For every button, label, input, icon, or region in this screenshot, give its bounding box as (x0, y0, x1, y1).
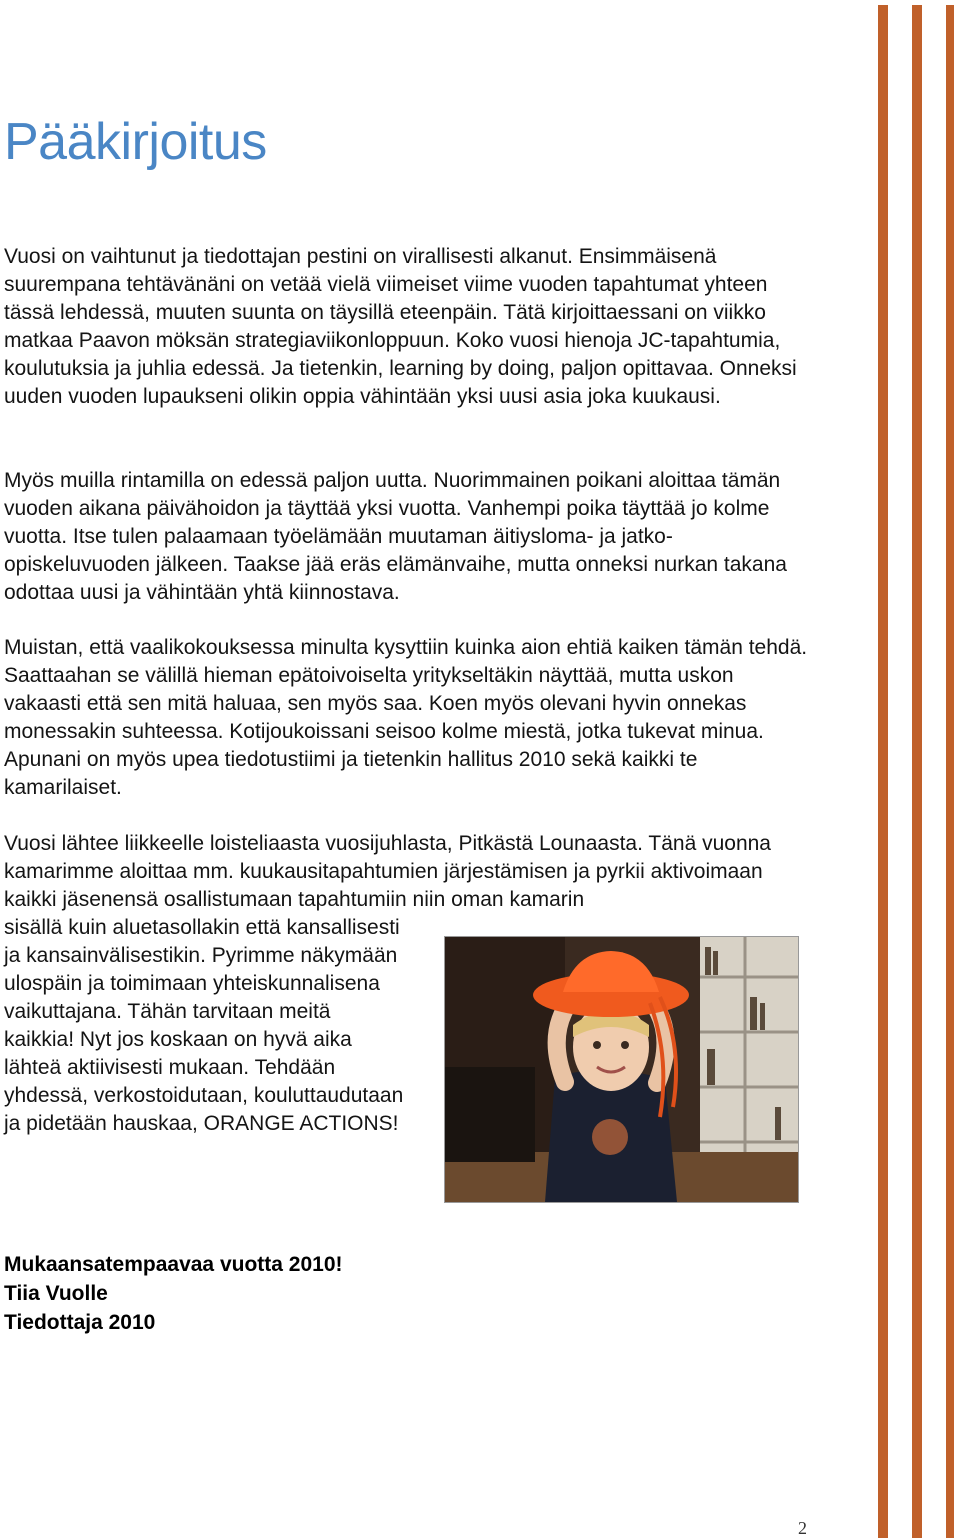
decorative-stripe (946, 5, 954, 1538)
paragraph: Muistan, että vaalikokouksessa minulta kysyttiin kuinka aion ehtiä kaiken tämän tehdä. Saattaahan se välillä hieman epätoivoiselta yritykseltäkin näyttää, mutta uskon vakaasti että sen mitä haluaa, sen myös saa. Koen myös olevani hyvin onnekas monessakin suhteessa. Kotijoukoissani seisoo kolme miestä, jotka tukevat minua. Apunani on myös upea tiedotustiimi ja tietenkin hallitus 2010 sekä kaikki te kamarilaiset. (4, 636, 808, 799)
child-with-orange-hat-photo (444, 936, 799, 1203)
paragraph: Myös muilla rintamilla on edessä paljon uutta. Nuorimmainen poikani aloittaa tämän vuoden aikana päivähoidon ja täyttää yksi vuotta. Vanhempi poika täyttää jo kolme vuotta. Itse tulen palaamaan työelämään muutaman äitiysloma- ja jatko-opiskeluvuoden jälkeen. Taakse jää eräs elämänvaihe, mutta onneksi nurkan takana odottaa uusi ja vähintään yhtä kiinnostava. (4, 469, 787, 604)
page-title: Pääkirjoitus (4, 113, 267, 171)
paragraph: Vuosi lähtee liikkeelle loisteliaasta vuosijuhlasta, Pitkästä Lounaasta. Tänä vuonna kamarimme aloittaa mm. kuukausitapahtumien järjestämisen ja pyrkii aktivoimaan kaikki jäsenensä osallistumaan tapahtumiin niin oman kamarin (4, 832, 771, 911)
decorative-stripe (878, 5, 888, 1538)
paragraph: Vuosi on vaihtunut ja tiedottajan pestini on virallisesti alkanut. Ensimmäisenä suurempana tehtävänäni on vetää vielä viimeiset viime vuoden tapahtumat yhteen tässä lehdessä, muuten suunta on täysillä eteenpäin. Tätä kirjoittaessani on viikko matkaa Paavon möksän strategiaviikonloppuun. Koko vuosi hienoja JC-tapahtumia, koulutuksia ja juhlia edessä. Ja tietenkin, learning by doing, paljon opittavaa. Onneksi uuden vuoden lupaukseni olikin oppia vähintään yksi uusi asia joka kuukausi. (4, 245, 797, 408)
author-name: Tiia Vuolle (4, 1282, 108, 1305)
author-role: Tiedottaja 2010 (4, 1311, 156, 1334)
page-number: 2 (798, 1518, 807, 1538)
paragraph: sisällä kuin aluetasollakin että kansallisesti ja kansainvälisestikin. Pyrimme näkymään ulospäin ja toimimaan yhteiskunnalisena vaikuttajana. Tähän tarvitaan meitä kaikkia! Nyt jos koskaan on hyvä aika lähteä aktiivisesti mukaan. Tehdään yhdessä, verkostoidutaan, kouluttaudutaan ja pidetään hauskaa, ORANGE ACTIONS! (4, 916, 404, 1135)
closing-line: Mukaansatempaavaa vuotta 2010! (4, 1253, 343, 1276)
decorative-stripe (912, 5, 922, 1538)
signature-block (4, 1250, 343, 1337)
